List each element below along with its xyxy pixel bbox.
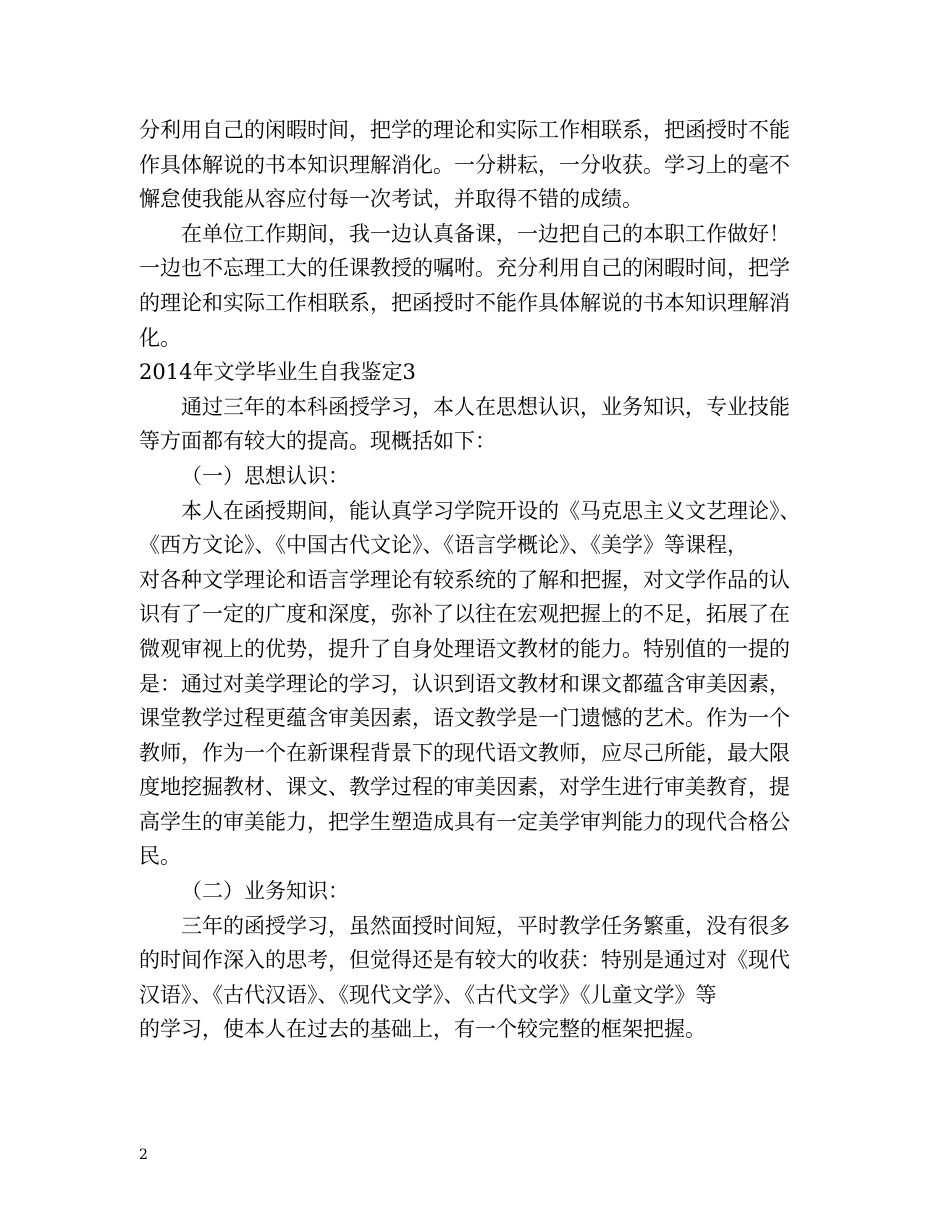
text-line: 的学习，使本人在过去的基础上，有一个较完整的框架把握。: [139, 1017, 706, 1042]
subsection-heading: （一）思想认识：: [181, 463, 349, 488]
text-line: 本人在函授期间，能认真学习学院开设的《马克思主义文艺理论》、: [181, 498, 801, 523]
text-line: 对各种文学理论和语言学理论有较系统的了解和把握，对文学作品的认: [139, 567, 790, 592]
text-line: 一边也不忘理工大的任课教授的嘱咐。充分利用自己的闲暇时间，把学: [139, 256, 790, 281]
text-line: 是：通过对美学理论的学习，认识到语文教材和课文都蕴含审美因素，: [139, 671, 790, 696]
document-body: [139, 113, 819, 1047]
text-line: 汉语》、《古代汉语》、《现代文学》、《古代文学》《儿童文学》等: [139, 982, 717, 1007]
text-line: 课堂教学过程更蕴含审美因素，语文教学是一门遗憾的艺术。作为一个: [139, 706, 790, 731]
text-line: 教师，作为一个在新课程背景下的现代语文教师，应尽己所能，最大限: [139, 740, 790, 765]
text-line: 三年的函授学习，虽然面授时间短，平时教学任务繁重，没有很多: [181, 913, 790, 938]
text-line: 高学生的审美能力，把学生塑造成具有一定美学审判能力的现代合格公: [139, 809, 790, 834]
text-line: 的理论和实际工作相联系，把函授时不能作具体解说的书本知识理解消: [139, 290, 790, 315]
text-line: 通过三年的本科函授学习，本人在思想认识，业务知识，专业技能: [181, 394, 790, 419]
section-heading: 2014年文学毕业生自我鉴定3: [139, 360, 416, 385]
subsection-heading: （二）业务知识：: [181, 879, 349, 904]
text-line: 识有了一定的广度和深度，弥补了以往在宏观把握上的不足，拓展了在: [139, 602, 790, 627]
text-line: 民。: [139, 844, 181, 869]
text-line: 懈怠使我能从容应付每一次考试，并取得不错的成绩。: [139, 187, 643, 212]
text-line: 化。: [139, 325, 181, 350]
text-line: 作具体解说的书本知识理解消化。一分耕耘，一分收获。学习上的毫不: [139, 152, 790, 177]
text-line: 的时间作深入的思考，但觉得还是有较大的收获：特别是通过对《现代: [139, 948, 790, 973]
page-number: 2: [139, 1147, 148, 1163]
text-line: 分利用自己的闲暇时间，把学的理论和实际工作相联系，把函授时不能: [139, 118, 790, 142]
text-line: 在单位工作期间，我一边认真备课，一边把自己的本职工作做好！: [181, 221, 790, 246]
text-line: 《西方文论》、《中国古代文论》、《语言学概论》、《美学》等课程，: [139, 533, 748, 558]
text-line: 等方面都有较大的提高。现概括如下：: [139, 429, 496, 454]
text-line: 度地挖掘教材、课文、教学过程的审美因素，对学生进行审美教育，提: [139, 775, 790, 800]
text-line: 微观审视上的优势，提升了自身处理语文教材的能力。特别值的一提的: [139, 636, 790, 661]
